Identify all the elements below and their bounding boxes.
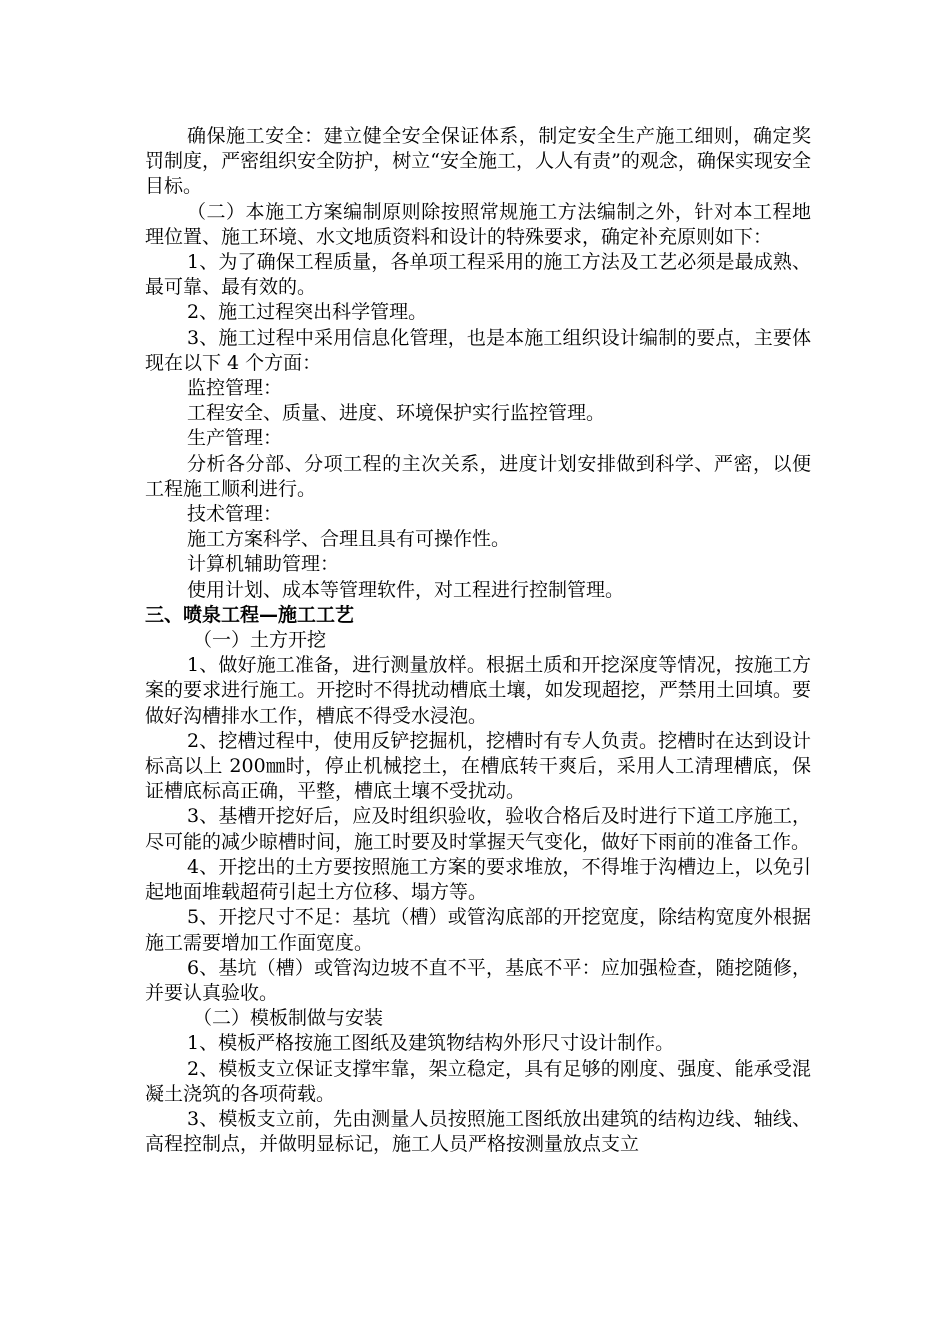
paragraph-production-title: 生产管理： [187,427,283,450]
paragraph-earthwork-1: 1、做好施工准备，进行测量放样。根据土质和开挖深度等情况，按施工方案的要求进行施工。开挖时不得扰动槽底土壤，如发现超挖，严禁用土回填。要做好沟槽排水工作，槽底不得受水浸泡。 [145,654,811,727]
paragraph-safety: 确保施工安全：建立健全安全保证体系，制定安全生产施工细则，确定奖罚制度，严密组织安全防护，树立“安全施工，人人有责”的观念，确保实现安全目标。 [145,125,811,198]
paragraph-technical-title: 技术管理： [187,503,283,526]
paragraph-formwork-2: 2、模板支立保证支撑牢靠，架立稳定，具有足够的刚度、强度、能承受混凝土浇筑的各项荷载。 [145,1057,811,1105]
paragraph-formwork-3: 3、模板支立前，先由测量人员按照施工图纸放出建筑的结构边线、轴线、高程控制点，并做明显标记，施工人员严格按测量放点支立 [145,1107,811,1156]
paragraph-earthwork-3: 3、基槽开挖好后，应及时组织验收，验收合格后及时进行下道工序施工，尽可能的减少晾槽时间，施工时要及时掌握天气变化，做好下雨前的准备工作。 [145,805,811,853]
paragraph-principle-1: 1、为了确保工程质量，各单项工程采用的施工方法及工艺必须是最成熟、最可靠、最有效的。 [145,251,811,299]
subheading-earthwork: （一）土方开挖 [193,629,327,652]
paragraph-production-body: 分析各分部、分项工程的主次关系，进度计划安排做到科学、严密，以便工程施工顺利进行。 [145,452,811,500]
paragraph-monitoring-body: 工程安全、质量、进度、环境保护实行监控管理。 [187,402,606,425]
paragraph-formwork-1: 1、模板严格按施工图纸及建筑物结构外形尺寸设计制作。 [187,1032,675,1055]
paragraph-earthwork-6: 6、基坑（槽）或管沟边坡不直不平，基底不平：应加强检查，随挖随修，并要认真验收。 [145,956,811,1004]
paragraph-principles-intro: （二）本施工方案编制原则除按照常规施工方法编制之外，针对本工程地理位置、施工环境、水文地质资料和设计的特殊要求，确定补充原则如下： [145,200,811,248]
section-heading-fountain: 三、喷泉工程—施工工艺 [145,603,355,626]
paragraph-monitoring-title: 监控管理： [187,377,283,400]
paragraph-earthwork-5: 5、开挖尺寸不足：基坑（槽）或管沟底部的开挖宽度，除结构宽度外根据施工需要增加工作面宽度。 [145,906,811,954]
paragraph-principle-3: 3、施工过程中采用信息化管理，也是本施工组织设计编制的要点，主要体现在以下 4 个方面： [145,326,811,374]
document-page [145,124,811,1157]
subheading-formwork: （二）模板制做与安装 [193,1007,384,1030]
paragraph-computer-title: 计算机辅助管理： [187,553,340,576]
paragraph-earthwork-4: 4、开挖出的土方要按照施工方案的要求堆放，不得堆于沟槽边上，以免引起地面堆载超荷引起土方位移、塌方等。 [145,855,811,904]
paragraph-technical-body: 施工方案科学、合理且具有可操作性。 [187,528,511,551]
paragraph-computer-body: 使用计划、成本等管理软件，对工程进行控制管理。 [187,578,625,601]
paragraph-earthwork-2: 2、挖槽过程中，使用反铲挖掘机，挖槽时有专人负责。挖槽时在达到设计标高以上 200㎜时，停止机械挖土，在槽底转干爽后，采用人工清理槽底，保证槽底标高正确，平整，槽底土壤不受扰动。 [145,729,811,803]
paragraph-principle-2: 2、施工过程突出科学管理。 [187,301,428,324]
